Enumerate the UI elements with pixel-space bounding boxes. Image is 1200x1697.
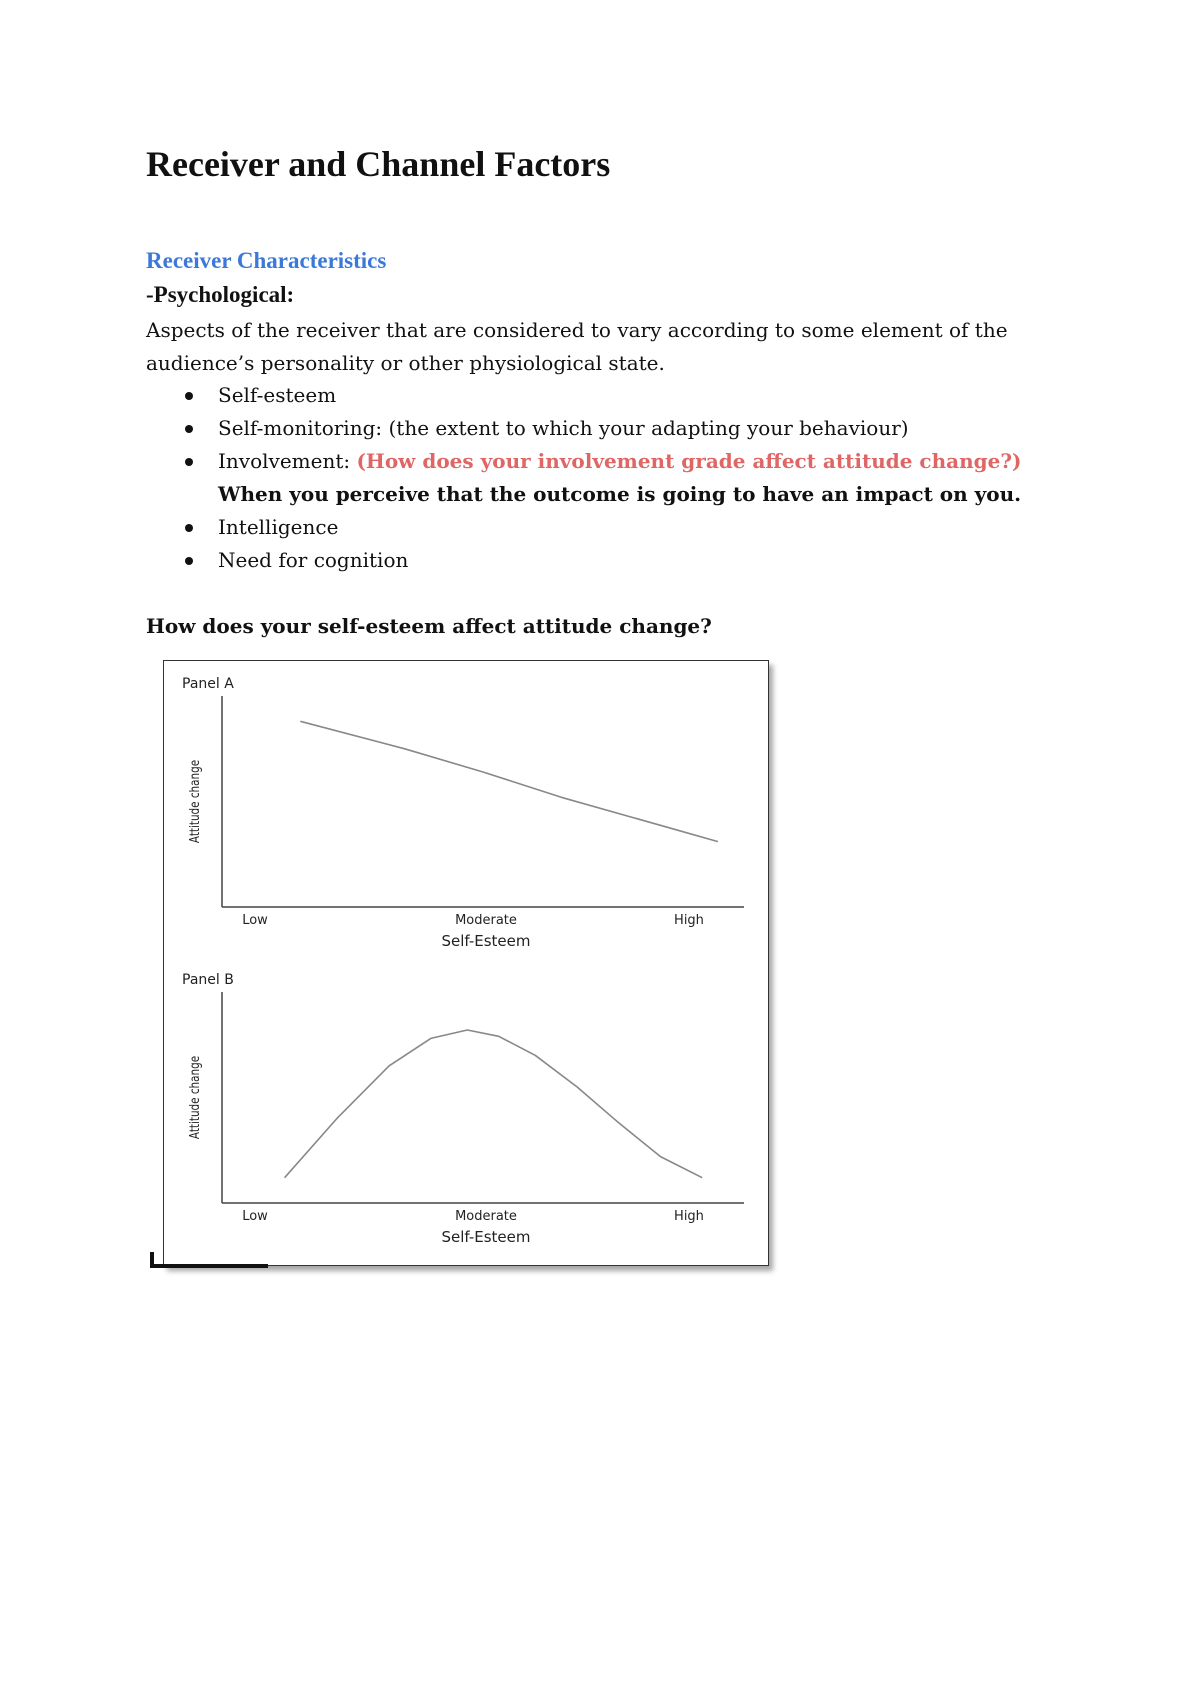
list-item-text: Intelligence <box>218 515 339 539</box>
y-axis-label: Attitude change <box>186 1055 203 1140</box>
page-title: Receiver and Channel Factors <box>146 144 611 184</box>
x-tick-label: Moderate <box>455 913 517 928</box>
bullet-icon <box>185 458 193 466</box>
bold-explanation: When you perceive that the outcome is going to have an impact on you. <box>218 482 1022 506</box>
x-tick-label: Low <box>242 1209 268 1224</box>
x-tick-label: Low <box>242 913 268 928</box>
list-item <box>146 544 1046 577</box>
sub-heading: -Psychological: <box>146 282 295 307</box>
bullet-icon <box>185 524 193 532</box>
list-item <box>146 511 1046 544</box>
bullet-icon <box>185 392 193 400</box>
y-axis-label: Attitude change <box>186 759 203 844</box>
list-item <box>146 379 1046 412</box>
panel-title: Panel B <box>182 972 234 988</box>
list-item-text: Self-monitoring: (the extent to which your adapting your behaviour) <box>218 416 909 440</box>
x-tick-label: Moderate <box>455 1209 517 1224</box>
x-axis-label: Self-Esteem <box>441 1228 531 1246</box>
series-line <box>300 721 718 841</box>
section-heading: Receiver Characteristics <box>146 248 387 273</box>
list-item-text: Need for cognition <box>218 548 409 572</box>
list-item <box>146 412 1046 445</box>
image-corner-mark <box>148 1250 268 1270</box>
figure-question: How does your self-esteem affect attitude change? <box>146 614 712 638</box>
list-item <box>146 445 1046 511</box>
bullet-icon <box>185 557 193 565</box>
x-axis-label: Self-Esteem <box>441 932 531 950</box>
highlighted-question: (How does your involvement grade affect attitude change?) <box>356 449 1022 473</box>
bullet-icon <box>185 425 193 433</box>
x-tick-label: High <box>674 913 704 928</box>
panel-title: Panel A <box>182 676 234 692</box>
figure-svg <box>164 661 768 1265</box>
body-paragraph: Aspects of the receiver that are considered to vary according to some element of the audience’s personality or other physiological state. <box>146 318 1008 375</box>
bullet-list <box>146 379 1046 577</box>
figure <box>163 660 769 1266</box>
list-item-text: Self-esteem <box>218 383 337 407</box>
series-line <box>285 1030 703 1178</box>
x-tick-label: High <box>674 1209 704 1224</box>
list-item-lead: Involvement: <box>218 449 357 473</box>
